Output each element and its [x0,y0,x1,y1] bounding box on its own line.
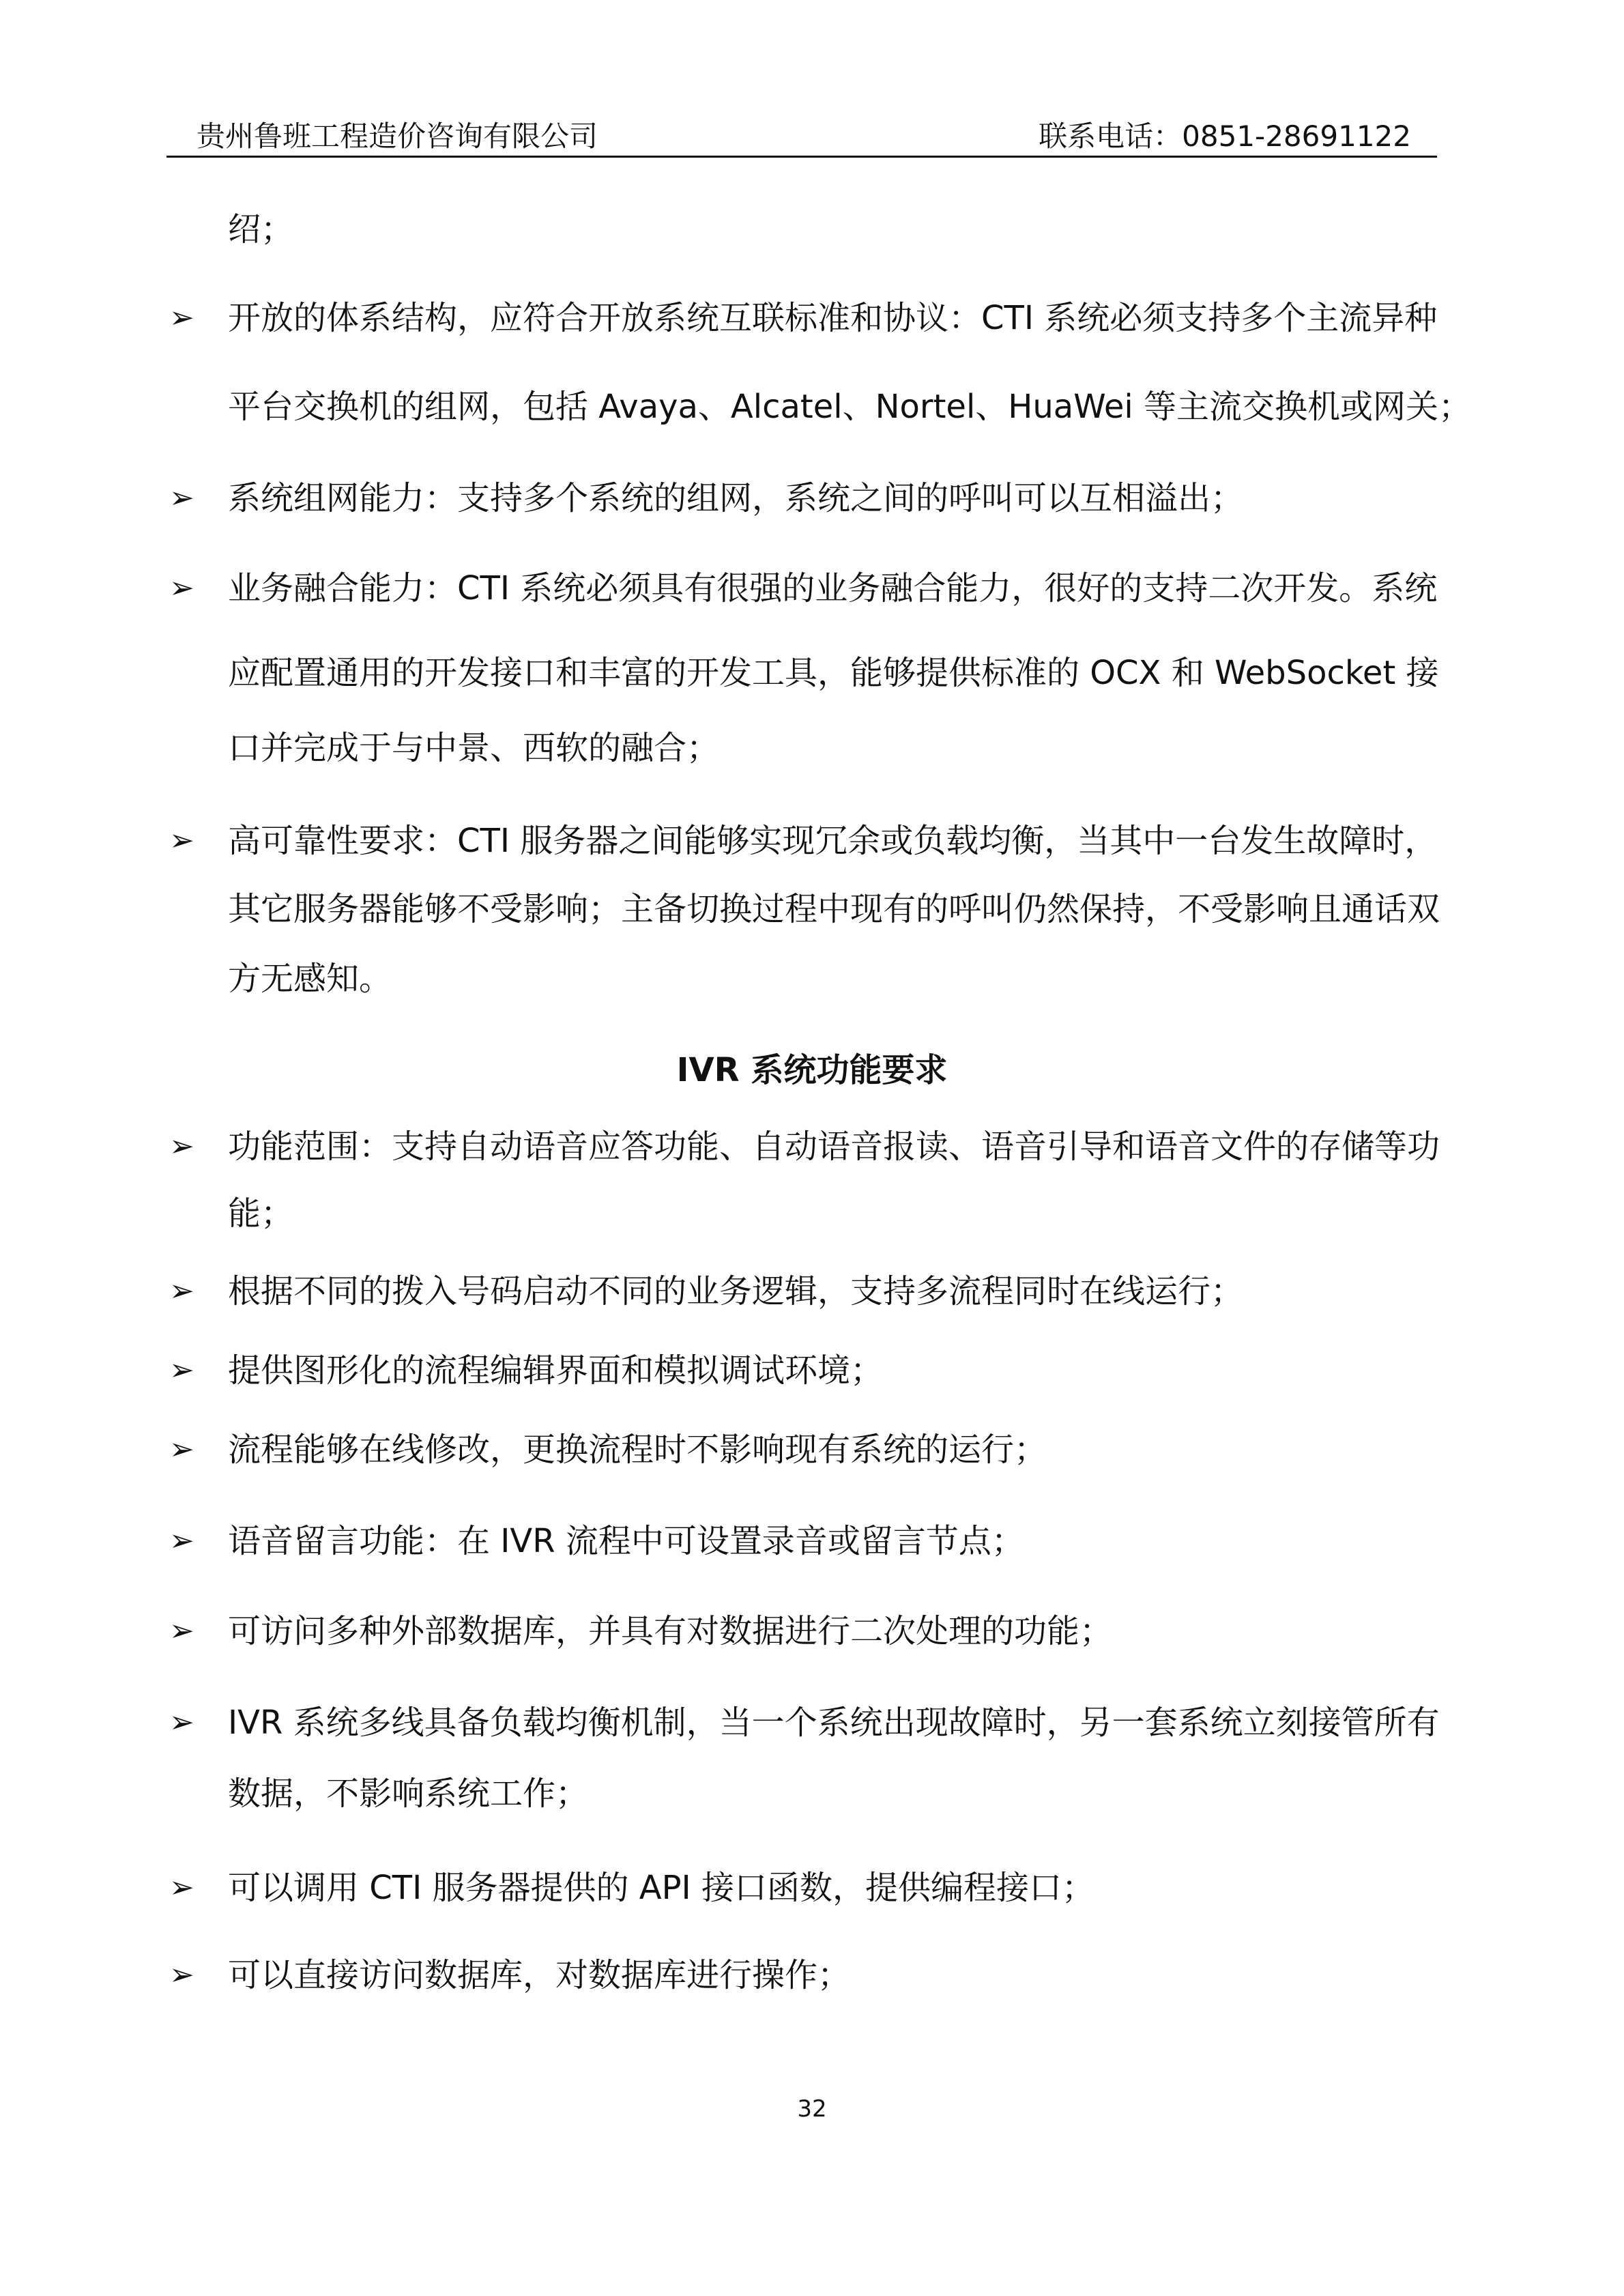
header-rule [166,156,1437,158]
list-item-line: 平台交换机的组网，包括 Avaya、Alcatel、Nortel、HuaWei 等主流交换机或网关； [228,388,1471,426]
bullet-arrow-icon: ➢ [169,571,194,605]
bullet-arrow-icon: ➢ [169,1523,194,1558]
list-item-line: 高可靠性要求：CTI 服务器之间能够实现冗余或负载均衡，当其中一台发生故障时， [228,822,1438,860]
list-item-line: 应配置通用的开发接口和丰富的开发工具，能够提供标准的 OCX 和 WebSocket 接 [228,654,1439,692]
list-item-line: 可访问多种外部数据库，并具有对数据进行二次处理的功能； [228,1612,1113,1650]
list-item-line: 其它服务器能够不受影响；主备切换过程中现有的呼叫仍然保持，不受影响且通话双 [228,890,1440,928]
list-item-line: IVR 系统多线具备负载均衡机制，当一个系统出现故障时，另一套系统立刻接管所有 [228,1704,1440,1742]
bullet-arrow-icon: ➢ [169,1957,194,1992]
section-heading: IVR 系统功能要求 [676,1051,948,1089]
list-item-line: 数据，不影响系统工作； [228,1775,589,1813]
list-item-line: 可以直接访问数据库，对数据库进行操作； [228,1956,851,1994]
list-item-line: 开放的体系结构，应符合开放系统互联标准和协议：CTI 系统必须支持多个主流异种 [228,299,1438,337]
bullet-arrow-icon: ➢ [169,480,194,515]
bullet-arrow-icon: ➢ [169,823,194,858]
bullet-arrow-icon: ➢ [169,1705,194,1740]
list-item-line: 根据不同的拨入号码启动不同的业务逻辑，支持多流程同时在线运行； [228,1272,1244,1310]
bullet-arrow-icon: ➢ [169,1129,194,1164]
list-item-line: 能； [228,1194,294,1233]
list-item-line: 业务融合能力：CTI 系统必须具有很强的业务融合能力，很好的支持二次开发。系统 [228,569,1438,607]
header-company: 贵州鲁班工程造价咨询有限公司 [197,119,598,153]
list-item-line: 流程能够在线修改，更换流程时不影响现有系统的运行； [228,1431,1047,1469]
list-item-line: 系统组网能力：支持多个系统的组网，系统之间的呼叫可以互相溢出； [228,479,1244,517]
bullet-arrow-icon: ➢ [169,1274,194,1308]
bullet-arrow-icon: ➢ [169,1870,194,1905]
list-item-line: 语音留言功能：在 IVR 流程中可设置录音或留言节点； [228,1522,1024,1560]
bullet-arrow-icon: ➢ [169,1613,194,1648]
page-number: 32 [797,2095,827,2123]
list-item-line: 提供图形化的流程编辑界面和模拟调试环境； [228,1351,884,1390]
page-header [166,117,1437,160]
list-item-line: 功能范围：支持自动语音应答功能、自动语音报读、语音引导和语音文件的存储等功 [228,1128,1440,1166]
header-phone: 联系电话：0851-28691122 [1039,119,1411,153]
continuation-line: 绍； [228,210,294,248]
bullet-arrow-icon: ➢ [169,1432,194,1467]
list-item-line: 口并完成于与中景、西软的融合； [228,729,720,767]
bullet-arrow-icon: ➢ [169,300,194,335]
list-item-line: 可以调用 CTI 服务器提供的 API 接口函数，提供编程接口； [228,1869,1094,1907]
bullet-arrow-icon: ➢ [169,1353,194,1388]
list-item-line: 方无感知。 [228,960,392,998]
